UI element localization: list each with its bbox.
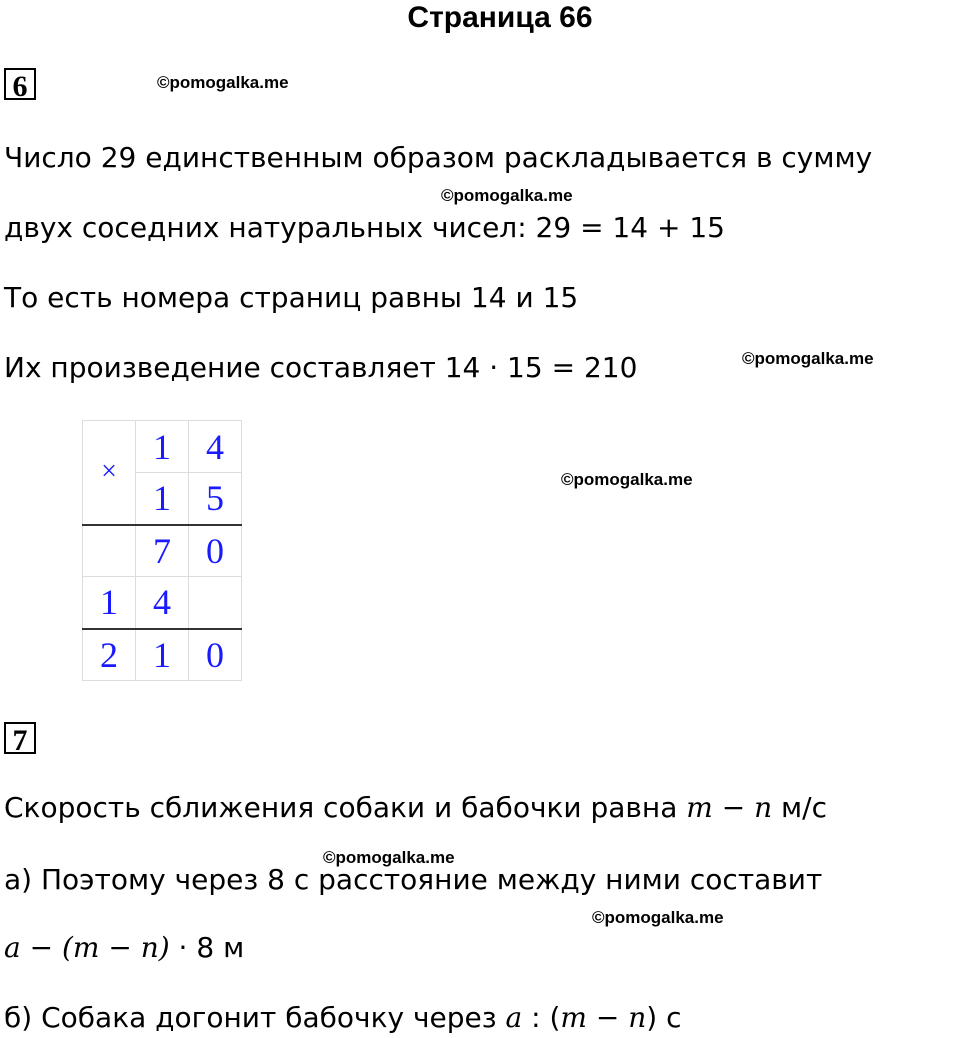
- task-number-7: 7: [4, 722, 36, 754]
- calc-cell: 1: [136, 629, 189, 681]
- end-text: ) с: [646, 1001, 682, 1034]
- multiply-operator: ×: [83, 421, 136, 525]
- calc-cell: 1: [83, 577, 136, 629]
- task7-line-3: [4, 930, 244, 966]
- task6-line-4: Их произведение составляет 14 · 15 = 210: [4, 351, 638, 384]
- calc-cell: [189, 577, 242, 629]
- math-var-a: a: [505, 1001, 523, 1034]
- calc-cell: 0: [189, 629, 242, 681]
- math-expression: m − n: [686, 791, 773, 824]
- calc-cell: 1: [136, 473, 189, 525]
- watermark: ©pomogalka.me: [742, 349, 874, 368]
- page-title: Страница 66: [407, 1, 593, 34]
- task6-line-1: Число 29 единственным образом раскладывается в сумму: [4, 141, 873, 174]
- watermark: ©pomogalka.me: [323, 848, 455, 867]
- math-expression: m − n: [560, 1001, 647, 1034]
- task7-line-2: а) Поэтому через 8 с расстояние между ними составит: [4, 863, 823, 896]
- task7-line-3-rest: · 8 м: [169, 931, 245, 964]
- unit-text: м/с: [772, 791, 828, 824]
- watermark: ©pomogalka.me: [561, 470, 693, 489]
- watermark: ©pomogalka.me: [441, 186, 573, 205]
- task6-line-3: То есть номера страниц равны 14 и 15: [4, 281, 579, 314]
- calc-cell: [83, 525, 136, 577]
- calc-cell: 4: [189, 421, 242, 473]
- task7-line-1: [4, 790, 827, 826]
- task7-line-4: [4, 1000, 681, 1036]
- calc-cell: 1: [136, 421, 189, 473]
- task-number-6: 6: [4, 68, 36, 100]
- separator-text: : (: [522, 1001, 561, 1034]
- calc-cell: 2: [83, 629, 136, 681]
- math-expression: a − (m − n): [4, 931, 170, 964]
- calc-cell: 7: [136, 525, 189, 577]
- task7-line-4-text: б) Собака догонит бабочку через: [4, 1001, 506, 1034]
- calc-cell: 0: [189, 525, 242, 577]
- task7-line-1-text: Скорость сближения собаки и бабочки равна: [4, 791, 687, 824]
- watermark: ©pomogalka.me: [157, 73, 289, 92]
- multiplication-table: [82, 420, 242, 681]
- calc-cell: 5: [189, 473, 242, 525]
- watermark: ©pomogalka.me: [592, 908, 724, 927]
- calc-cell: 4: [136, 577, 189, 629]
- task6-line-2: двух соседних натуральных чисел: 29 = 14 + 15: [4, 211, 725, 244]
